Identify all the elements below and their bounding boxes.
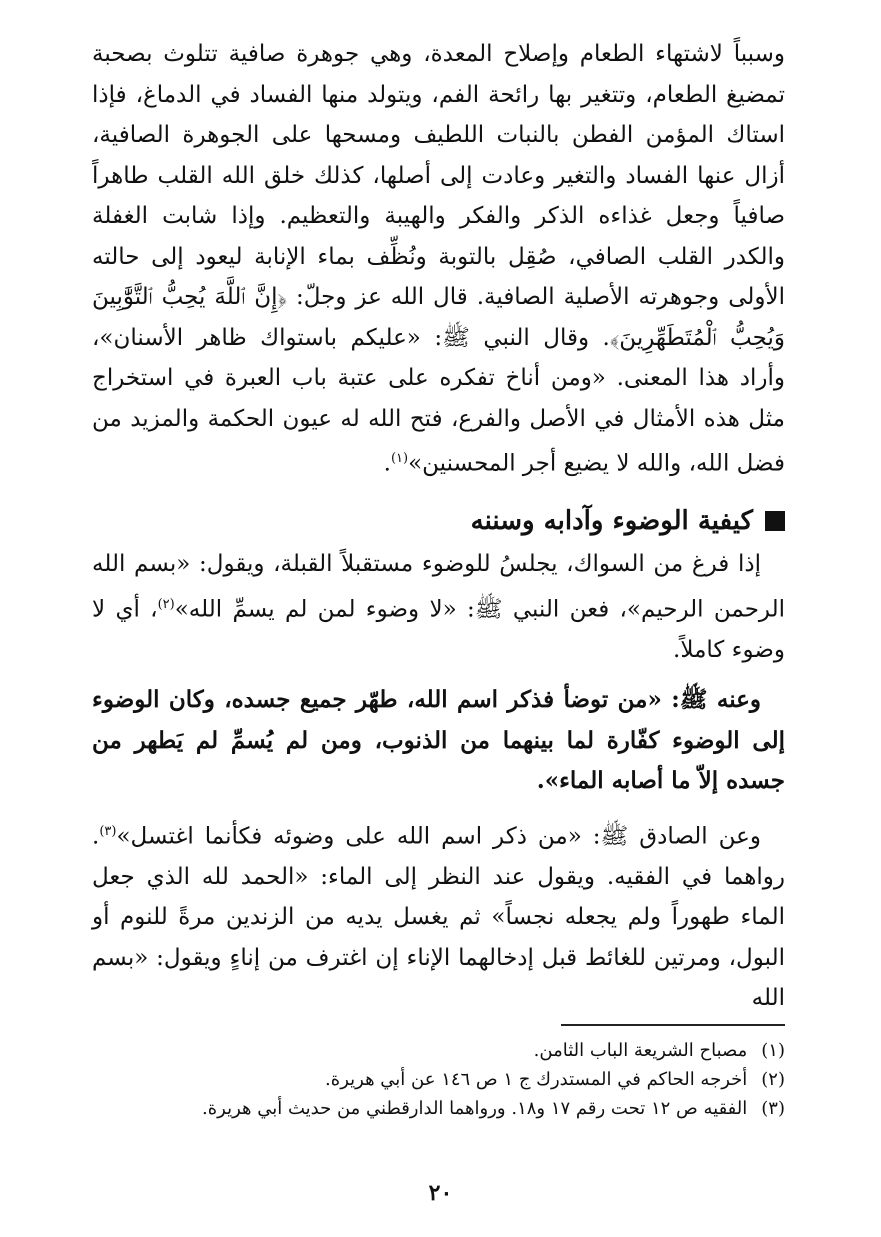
section-heading [92, 506, 785, 536]
page-number: ٢٠ [428, 1180, 453, 1206]
footnote-text: الفقيه ص ١٢ تحت رقم ١٧ و١٨. ورواهما الدارقطني من حديث أبي هريرة. [201, 1098, 748, 1119]
footnote-3 [92, 1094, 785, 1123]
square-bullet-icon [765, 511, 785, 531]
paragraph-basmala-text: إذا فرغ من السواك، يجلسُ للوضوء مستقبلاً القبلة، ويقول: «بسم الله الرحمن الرحيم»، فعن النبي ﷺ: «لا وضوء لمن لم يسمِّ الله» [92, 551, 785, 623]
paragraph-miswak [92, 34, 785, 484]
paragraph-sadiq-end: . رواهما في الفقيه. ويقول عند النظر إلى الماء: «الحمد لله الذي جعل الماء طهوراً ولم يجعله نجساً» ثم يغسل يديه من الزندين مرةً للنوم أو البول، ومرتين للغائط قبل إدخالهما الإناء إن اغترف من إناءٍ ويقول: «بسم الله [92, 823, 785, 1012]
footnote-text: أخرجه الحاكم في المستدرك ج ١ ص ١٤٦ عن أبي هريرة. [325, 1069, 748, 1090]
footnote-number: (٢) [761, 1069, 785, 1090]
paragraph-sadiq [92, 812, 785, 1019]
footnote-1 [92, 1036, 785, 1065]
footnote-ref-3[interactable]: (٣) [99, 823, 117, 839]
paragraph-basmala-end: ، أي لا وضوء كاملاً. [92, 596, 785, 663]
footnote-2 [92, 1065, 785, 1094]
footnotes [92, 1036, 785, 1123]
paragraph-sadiq-text: وعن الصادق ﷺ: «من ذكر اسم الله على وضوئه فكأنما اغتسل» [116, 823, 761, 850]
footnote-divider [561, 1024, 785, 1026]
section-heading-text: كيفية الوضوء وآدابه وسننه [470, 506, 753, 537]
paragraph-miswak-end: . [383, 450, 391, 477]
footnote-number: (٣) [761, 1098, 785, 1119]
footnote-ref-2[interactable]: (٢) [157, 596, 175, 612]
footnote-number: (١) [761, 1040, 785, 1061]
paragraph-hadith-bold: وعنه ﷺ: «من توضأ فذكر اسم الله، طهّر جميع جسده، وكان الوضوء إلى الوضوء كفّارة لما بينهما من الذنوب، ومن لم يُسمِّ لم يَطهر من جسده إلاّ ما أصابه الماء». [92, 686, 785, 795]
footnote-text: مصباح الشريعة الباب الثامن. [533, 1040, 748, 1061]
paragraph-miswak-text: وسبباً لاشتهاء الطعام وإصلاح المعدة، وهي جوهرة صافية تتلوث بصحبة تمضيغ الطعام، وتتغير بها رائحة الفم، ويتولد منها الفساد في الدماغ، فإذا استاك المؤمن الفطن بالنبات اللطيف ومسحها على الجوهرة الصافية، أزال عنها الفساد والتغير وعادت إلى أصلها، كذلك خلق الله القلب طاهراً صافياً وجعل غذاءه الذكر والفكر والهيبة والتعظيم. وإذا شابت الغفلة والكدر القلب الصافي، صُقِل بالتوبة ونُظِّف بماء الإنابة ليعود إلى حالته الأولى وجوهرته الأصلية الصافية. قال الله عز وجلّ: ﴿إِنَّ ٱللَّهَ يُحِبُّ ٱلتَّوَّٰبِينَ وَيُحِبُّ ٱلْمُتَطَهِّرِينَ﴾. وقال النبي ﷺ: «عليكم باستواك ظاهر الأسنان»، وأراد هذا المعنى. «ومن أناخ تفكره على عتبة باب العبرة في استخراج مثل هذه الأمثال في الأصل والفرع، فتح الله له عيون الحكمة والمزيد من فضل الله، والله لا يضيع أجر المحسنين» [92, 41, 785, 477]
paragraph-basmala [92, 544, 785, 670]
footnote-ref-1[interactable]: (١) [390, 451, 409, 466]
